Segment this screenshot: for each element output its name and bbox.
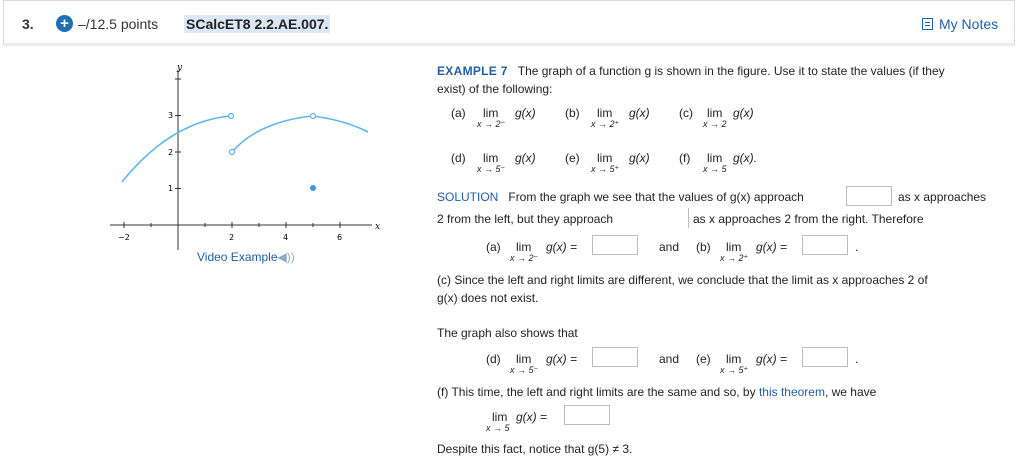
open-point-left	[229, 114, 234, 119]
lim-expr: g(x) =	[546, 352, 578, 366]
part-f-text-b: , we have	[824, 385, 877, 399]
part-label: (d)	[451, 151, 466, 165]
period: .	[855, 352, 859, 366]
lim-subscript: x → 5	[703, 164, 727, 174]
x-tick-label: −2	[118, 233, 130, 242]
solution-line1	[437, 190, 804, 204]
part-label: (e)	[565, 151, 580, 165]
lim-word: lim	[597, 151, 613, 165]
answer-input-b[interactable]	[802, 235, 848, 255]
answer-e	[696, 352, 788, 375]
open-point-right	[230, 150, 235, 155]
theorem-link[interactable]: this theorem	[758, 385, 825, 399]
points-label: –/12.5 points	[78, 16, 159, 32]
lim-expr: g(x).	[733, 151, 757, 165]
solid-point-g5	[310, 185, 316, 191]
lim-word: lim	[516, 352, 532, 366]
lim-subscript: x → 5⁺	[720, 365, 749, 375]
example-heading: EXAMPLE 7	[437, 64, 508, 78]
question-number: 3.	[22, 16, 34, 32]
y-tick-label: 2	[168, 148, 174, 157]
x-tick-label: 6	[337, 233, 343, 242]
lim-word: lim	[516, 240, 532, 254]
lim-expr: g(x)	[629, 151, 650, 165]
answer-input-d[interactable]	[592, 347, 638, 367]
part-label: (d)	[486, 352, 501, 366]
solution-label: SOLUTION	[437, 190, 499, 204]
part-b	[565, 106, 650, 129]
function-graph	[110, 60, 390, 250]
part-f	[679, 151, 757, 174]
lim-subscript: x → 2	[703, 119, 727, 129]
lim-expr: g(x) =	[516, 410, 548, 424]
lim-subscript: x → 5⁺	[591, 164, 620, 174]
answer-input-e[interactable]	[802, 347, 848, 367]
part-label: (c)	[679, 106, 693, 120]
part-e	[565, 151, 650, 174]
example-intro-line2: exist) of the following:	[437, 82, 553, 96]
part-label: (a)	[451, 106, 466, 120]
lim-subscript: x → 2⁺	[591, 119, 620, 129]
part-c	[679, 106, 754, 129]
lim-expr: g(x)	[515, 151, 536, 165]
video-example-link[interactable]	[197, 250, 295, 264]
answer-a	[486, 240, 578, 263]
answer-input-left-approach[interactable]	[846, 186, 892, 206]
problem-code: SCalcET8 2.2.AE.007.	[186, 16, 329, 32]
lim-expr: g(x) =	[756, 352, 788, 366]
part-c-text1: (c) Since the left and right limits are different, we conclude that the limit as x approaches 2 of	[437, 273, 928, 287]
expand-plus-icon[interactable]: +	[56, 15, 73, 32]
part-f-text-a: (f) This time, the left and right limits are the same and so, by	[437, 385, 756, 399]
lim-expr: g(x) =	[756, 240, 788, 254]
answer-input-right-approach[interactable]	[688, 208, 689, 228]
my-notes-label: My Notes	[939, 16, 999, 32]
also-shows-text: The graph also shows that	[437, 326, 578, 340]
despite-text: Despite this fact, notice that g(5) ≠ 3.	[437, 442, 633, 456]
y-tick-label: 1	[168, 184, 174, 193]
part-label: (f)	[679, 151, 691, 165]
answer-d	[486, 352, 578, 375]
period: .	[855, 240, 859, 254]
example-intro-text: The graph of a function g is shown in the figure. Use it to state the values (if they	[517, 64, 945, 78]
lim-word: lim	[707, 106, 723, 120]
answer-input-f[interactable]	[564, 405, 610, 425]
part-f-text	[437, 385, 876, 399]
part-label: (b)	[565, 106, 580, 120]
x-axis-label: x	[375, 222, 381, 232]
left-branch-curve	[122, 116, 230, 182]
answer-b	[696, 240, 788, 263]
part-c-text2: g(x) does not exist.	[437, 291, 539, 305]
solution-text: as x approaches	[898, 190, 987, 204]
x-tick-label: 4	[283, 233, 289, 242]
part-label: (b)	[696, 240, 711, 254]
lim-word: lim	[707, 151, 723, 165]
x-tick-label: 2	[229, 233, 235, 242]
speaker-icon: ◀))	[277, 250, 295, 264]
part-label: (a)	[486, 240, 501, 254]
open-point-x5	[311, 114, 316, 119]
lim-subscript: x → 5⁻	[477, 164, 506, 174]
y-tick-label: 3	[168, 111, 174, 120]
solution-text: From the graph we see that the values of g(x) approach	[508, 190, 804, 204]
notes-icon	[922, 18, 933, 30]
and-text: and	[659, 240, 680, 254]
and-text: and	[659, 352, 680, 366]
video-example-label: Video Example	[197, 250, 278, 264]
lim-expr: g(x)	[515, 106, 536, 120]
example-intro-line1	[437, 64, 945, 78]
solution-line2: 2 from the left, but they approach	[437, 212, 614, 226]
part-a	[451, 106, 536, 129]
lim-word: lim	[726, 352, 742, 366]
lim-subscript: x → 2⁺	[720, 253, 749, 263]
right-branch-curve	[232, 116, 368, 152]
part-label: (e)	[696, 352, 711, 366]
my-notes-link[interactable]	[922, 16, 998, 32]
solution-text: as x approaches 2 from the right. Therefore	[693, 212, 924, 226]
lim-subscript: x → 2⁻	[477, 119, 506, 129]
y-axis-label: y	[177, 63, 183, 73]
lim-subscript: x → 5	[486, 423, 510, 433]
lim-expr: g(x)	[629, 106, 650, 120]
lim-word: lim	[726, 240, 742, 254]
lim-word: lim	[597, 106, 613, 120]
answer-input-a[interactable]	[592, 235, 638, 255]
lim-subscript: x → 2⁻	[510, 253, 539, 263]
question-header	[3, 0, 1015, 46]
part-d	[451, 151, 536, 174]
lim-word: lim	[483, 106, 499, 120]
lim-word: lim	[483, 151, 499, 165]
lim-word: lim	[492, 410, 508, 424]
lim-expr: g(x)	[733, 106, 754, 120]
lim-expr: g(x) =	[546, 240, 578, 254]
lim-subscript: x → 5⁻	[510, 365, 539, 375]
